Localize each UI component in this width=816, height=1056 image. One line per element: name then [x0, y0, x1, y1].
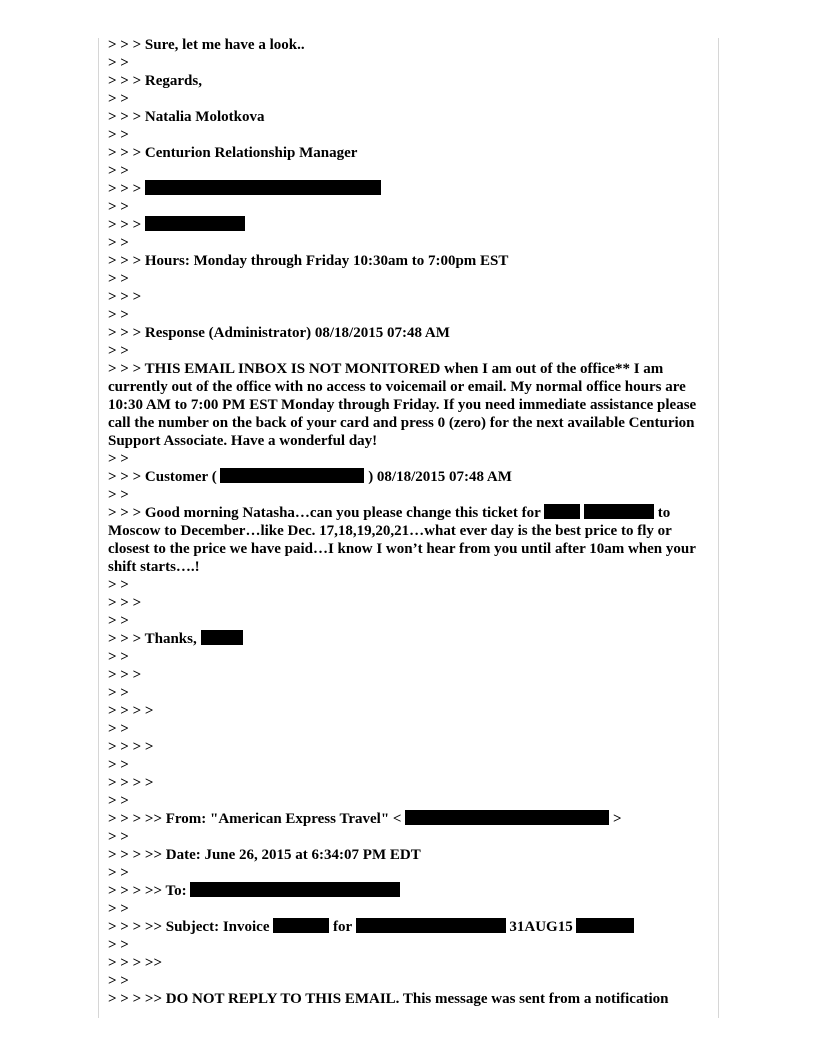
customer-label: > > > Customer (: [108, 469, 217, 485]
quote-marker: > >: [108, 91, 129, 107]
redaction-block: [405, 810, 609, 825]
redaction-block: [145, 180, 381, 195]
quote-marker: > >: [108, 451, 129, 467]
quote-marker: > >: [108, 721, 129, 737]
quote-marker: > >: [108, 685, 129, 701]
quote-marker: > > >: [108, 667, 142, 683]
to-label: > > > >> To:: [108, 883, 187, 899]
quote-marker: > >: [108, 127, 129, 143]
quote-marker: > >: [108, 829, 129, 845]
quote-marker: > >: [108, 307, 129, 323]
quote-marker: > >: [108, 487, 129, 503]
auto-reply-paragraph: > > > THIS EMAIL INBOX IS NOT MONITORED when I am out of the office** I am currently out of the office with no access to voicemail or email. My normal office hours are 10:30 AM to 7:00 PM EST Monday through Friday. If you need immediate assistance please call the number on the back of your card and press 0 (zero) for the next available Centurion Support Associate. Have a wonderful day!: [108, 361, 697, 449]
subject-text: 31AUG15: [505, 919, 573, 935]
response-header: > > > Response (Administrator) 08/18/2015 07:48 AM: [108, 325, 450, 341]
email-thread-document: [108, 36, 708, 1008]
signature-hours: > > > Hours: Monday through Friday 10:30am to 7:00pm EST: [108, 253, 509, 269]
subject-label: > > > >> Subject: Invoice: [108, 919, 270, 935]
customer-timestamp: ) 08/18/2015 07:48 AM: [364, 469, 512, 485]
redaction-block: [576, 918, 634, 933]
redaction-block: [356, 918, 506, 933]
quote-marker: > >: [108, 235, 129, 251]
quote-marker: > >: [108, 793, 129, 809]
quote-marker: > >: [108, 199, 129, 215]
quote-marker: > > >: [108, 181, 142, 197]
redaction-block: [273, 918, 329, 933]
quote-marker: > >: [108, 613, 129, 629]
quote-marker: > > > >: [108, 739, 154, 755]
redaction-block: [584, 504, 654, 519]
quote-marker: > > > >: [108, 703, 154, 719]
thread-line: > > > Sure, let me have a look..: [108, 37, 305, 53]
email-date-line: > > > >> Date: June 26, 2015 at 6:34:07 PM EDT: [108, 847, 421, 863]
message-text: > > > Good morning Natasha…can you please change this ticket for: [108, 505, 541, 521]
quote-marker: > >: [108, 163, 129, 179]
quote-marker: > > >: [108, 595, 142, 611]
redaction-block: [544, 504, 580, 519]
redaction-block: [220, 468, 364, 483]
quote-marker: > > > >>: [108, 955, 162, 971]
redaction-block: [145, 216, 245, 231]
customer-message-paragraph: [108, 504, 708, 576]
from-label: > > > >> From: "American Express Travel" <: [108, 811, 402, 827]
quote-marker: > > >: [108, 289, 142, 305]
quote-marker: > >: [108, 973, 129, 989]
quote-marker: > >: [108, 865, 129, 881]
page-left-rule: [98, 38, 99, 1018]
thread-line-redacted: [108, 216, 708, 234]
signature-title: > > > Centurion Relationship Manager: [108, 145, 358, 161]
thanks-line: [108, 630, 708, 648]
from-close: >: [609, 811, 622, 827]
quote-marker: > >: [108, 343, 129, 359]
thread-line: > > > Regards,: [108, 73, 202, 89]
quote-marker: > >: [108, 649, 129, 665]
thanks-text: > > > Thanks,: [108, 631, 197, 647]
email-from-line: [108, 810, 708, 828]
redaction-block: [190, 882, 400, 897]
quote-marker: > > >: [108, 217, 142, 233]
quote-marker: > >: [108, 55, 129, 71]
redaction-block: [201, 630, 243, 645]
signature-name: > > > Natalia Molotkova: [108, 109, 265, 125]
email-subject-line: [108, 918, 708, 936]
quote-marker: > >: [108, 757, 129, 773]
message-text: to Moscow to December…like Dec. 17,18,19,20,21…what ever day is the best price to fly or closest to the price we have paid…I know I won’t hear from you until after 10am when your shift starts….!: [108, 505, 696, 575]
subject-text: for: [329, 919, 352, 935]
page-right-rule: [718, 38, 719, 1018]
quote-marker: > >: [108, 271, 129, 287]
quote-marker: > > > >: [108, 775, 154, 791]
quote-marker: > >: [108, 901, 129, 917]
quote-marker: > >: [108, 937, 129, 953]
thread-line-redacted: [108, 180, 708, 198]
email-to-line: [108, 882, 708, 900]
do-not-reply-line: > > > >> DO NOT REPLY TO THIS EMAIL. This message was sent from a notification: [108, 991, 669, 1007]
customer-header: [108, 468, 708, 486]
quote-marker: > >: [108, 577, 129, 593]
